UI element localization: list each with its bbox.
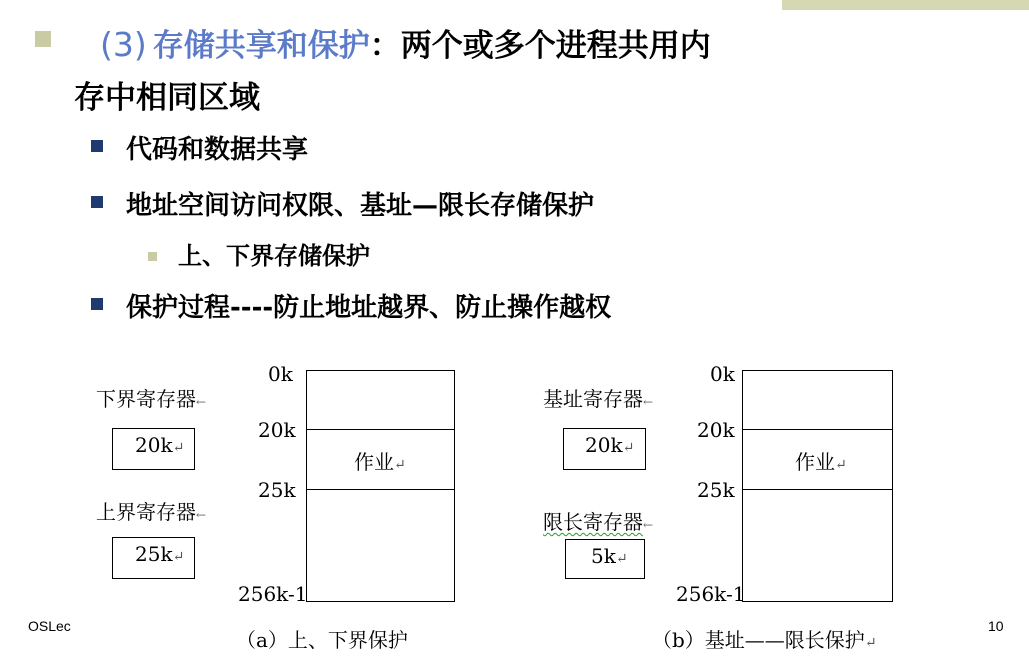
memory-block-a: [306, 370, 455, 602]
lower-bound-register-label: 下界寄存器←: [96, 387, 207, 411]
tick-label: 20k: [258, 418, 296, 442]
bullet-square: [91, 298, 103, 310]
tick-label: 0k: [710, 362, 735, 386]
heading-title: 存储共享和保护: [152, 28, 370, 64]
heading-line-2: 存中相同区域: [74, 80, 260, 116]
bullet-square: [148, 252, 157, 261]
job-label-a: 作业↵: [354, 450, 406, 474]
heading-line-1: [100, 20, 711, 65]
heading-number: (3): [100, 25, 147, 64]
bullet-square: [35, 31, 51, 47]
base-register-value: 20k↵: [585, 433, 635, 457]
tick-label: 20k: [697, 418, 735, 442]
bullet-square: [91, 196, 103, 208]
tick-label: 25k: [258, 478, 296, 502]
heading-colon: ：: [369, 28, 401, 64]
bullet-text: 地址空间访问权限、基址—限长存储保护: [126, 191, 595, 221]
base-register-label: 基址寄存器←: [543, 387, 654, 411]
memory-divider: [742, 489, 893, 490]
memory-divider: [742, 429, 893, 430]
upper-bound-register-value: 25k↵: [135, 542, 185, 566]
bullet-text: 代码和数据共享: [126, 135, 309, 165]
lower-bound-register-value: 20k↵: [135, 433, 185, 457]
bullet-text: 保护过程----防止地址越界、防止操作越权: [126, 293, 612, 323]
memory-block-b: [742, 370, 893, 602]
limit-register-label: 限长寄存器←: [543, 510, 654, 534]
heading-rest: 两个或多个进程共用内: [400, 28, 711, 64]
tick-label: 0k: [268, 362, 293, 386]
upper-bound-register-label: 上界寄存器←: [96, 500, 207, 524]
memory-divider: [306, 429, 455, 430]
tick-label: 25k: [697, 478, 735, 502]
tick-label: 256k-1: [676, 582, 746, 606]
limit-register-value: 5k↵: [591, 544, 628, 568]
sub-bullet-text: 上、下界存储保护: [178, 242, 370, 270]
page-number: 10: [988, 618, 1004, 634]
job-label-b: 作业↵: [795, 450, 847, 474]
bullet-square: [91, 140, 103, 152]
top-accent-bar: [782, 0, 1029, 10]
caption-a: （a）上、下界保护: [236, 628, 408, 652]
tick-label: 256k-1: [238, 582, 308, 606]
footer-course-label: OSLec: [28, 618, 71, 634]
caption-b: （b）基址——限长保护↵: [652, 628, 877, 652]
memory-divider: [306, 489, 455, 490]
